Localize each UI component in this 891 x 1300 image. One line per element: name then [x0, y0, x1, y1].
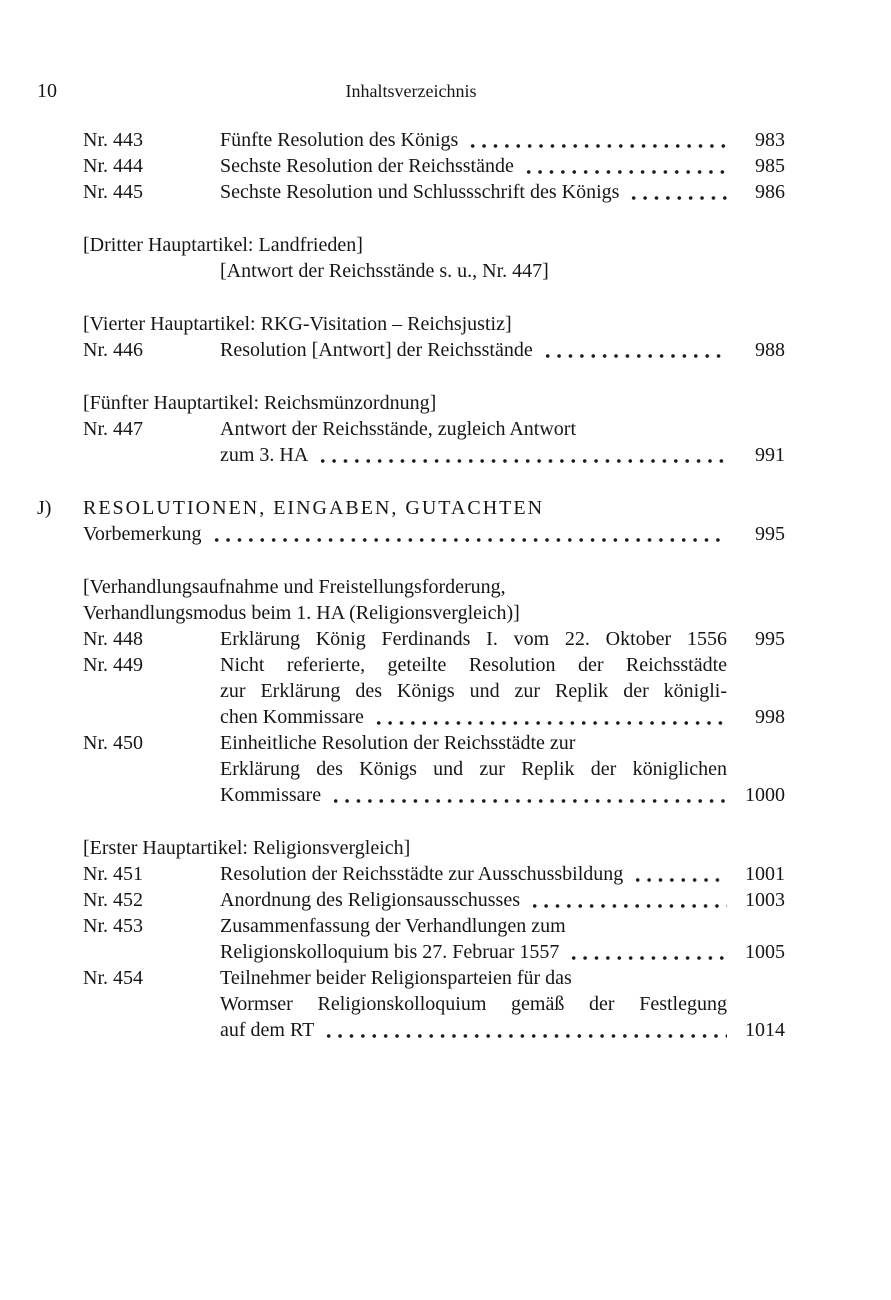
running-head	[37, 78, 785, 104]
entry-number: Nr. 450	[83, 732, 143, 754]
text-block	[37, 78, 785, 1043]
entry-title: Einheitliche Resolution der Reichsstädte zur	[220, 732, 576, 754]
heading-text: Verhandlungsmodus beim 1. HA (Religionsvergleich)]	[83, 602, 520, 624]
entry-number: Nr. 452	[83, 889, 143, 911]
entry-title: Resolution der Reichsstädte zur Ausschussbildung	[220, 863, 624, 885]
toc-entry-row	[37, 652, 785, 678]
indent-spacer	[37, 835, 83, 861]
indent-spacer	[37, 626, 83, 652]
toc-continuation-row	[37, 756, 785, 782]
toc-entry-row	[37, 153, 785, 179]
entry-title: zur Erklärung des Königs und zur Replik der königli-	[220, 680, 727, 702]
section-gap	[37, 547, 785, 574]
page-number-ref: 995	[755, 523, 785, 545]
toc-group-heading	[37, 574, 785, 600]
toc-entry-row	[37, 626, 785, 652]
section-gap	[37, 808, 785, 835]
indent-spacer	[37, 390, 83, 416]
entry-title: Zusammenfassung der Verhandlungen zum	[220, 915, 566, 937]
section-gap	[37, 284, 785, 311]
toc-continuation-row	[37, 991, 785, 1017]
indent-spacer	[37, 600, 83, 626]
entry-title: Anordnung des Religionsausschusses	[220, 889, 520, 911]
entry-title: Sechste Resolution der Reichsstände	[220, 155, 514, 177]
dot-leader	[315, 442, 727, 468]
entry-number: Nr. 449	[83, 654, 143, 676]
toc-entry-row	[37, 913, 785, 939]
indent-spacer	[37, 887, 83, 913]
entry-number: Nr. 444	[83, 155, 143, 177]
page-number-ref: 991	[755, 444, 785, 466]
indent-spacer	[83, 704, 220, 730]
toc-entry-row	[37, 965, 785, 991]
indent-spacer	[37, 678, 83, 704]
entry-title: zum 3. HA	[220, 444, 309, 466]
dot-leader	[328, 782, 727, 808]
dot-leader	[540, 337, 727, 363]
indent-spacer	[37, 991, 83, 1017]
dot-leader	[209, 521, 728, 547]
indent-spacer	[37, 939, 83, 965]
entry-number: Nr. 453	[83, 915, 143, 937]
entry-title: chen Kommissare	[220, 706, 364, 728]
leader-spacer	[566, 913, 727, 939]
page-number: 10	[37, 80, 57, 102]
heading-text: [Dritter Hauptartikel: Landfrieden]	[83, 234, 363, 256]
heading-text: [Vierter Hauptartikel: RKG-Visitation – Reichsjustiz]	[83, 313, 512, 335]
dot-leader	[566, 939, 727, 965]
leader-spacer	[572, 965, 727, 991]
indent-spacer	[37, 442, 83, 468]
entry-number: Nr. 451	[83, 863, 143, 885]
entry-number: Nr. 447	[83, 418, 143, 440]
indent-spacer	[37, 913, 83, 939]
toc-entry-row	[37, 730, 785, 756]
toc-entry-row	[37, 416, 785, 442]
toc-entry-row	[37, 337, 785, 363]
indent-spacer	[37, 258, 83, 284]
toc-group-heading	[37, 390, 785, 416]
section-letter: J)	[37, 497, 52, 519]
entry-title: Erklärung des Königs und zur Replik der königlichen	[220, 758, 727, 780]
page-number-ref	[727, 730, 785, 756]
indent-spacer	[37, 232, 83, 258]
entry-title: Resolution [Antwort] der Reichsstände	[220, 339, 533, 361]
page-number-ref	[727, 652, 785, 678]
page-number-ref: 1003	[745, 889, 785, 911]
dot-leader	[321, 1017, 727, 1043]
entry-number: Nr. 445	[83, 181, 143, 203]
toc-entry-row	[37, 887, 785, 913]
page-number-ref: 986	[755, 181, 785, 203]
page-number-ref: 1005	[745, 941, 785, 963]
indent-spacer	[37, 652, 83, 678]
toc-entry-row	[37, 861, 785, 887]
dot-leader	[371, 704, 727, 730]
heading-text: [Antwort der Reichsstände s. u., Nr. 447]	[220, 260, 549, 282]
entry-number: Nr. 443	[83, 129, 143, 151]
indent-spacer	[37, 521, 83, 547]
page-number-ref	[727, 416, 785, 442]
entry-title: Antwort der Reichsstände, zugleich Antwort	[220, 418, 577, 440]
entry-title: auf dem RT	[220, 1019, 315, 1041]
indent-spacer	[83, 939, 220, 965]
dot-leader	[630, 861, 727, 887]
page-number-ref: 1001	[745, 863, 785, 885]
toc-entry-row	[37, 127, 785, 153]
page-number-ref: 988	[755, 339, 785, 361]
toc-group-heading	[37, 600, 785, 626]
entry-number: Nr. 448	[83, 628, 143, 650]
leader-spacer	[575, 730, 727, 756]
page-number-ref: 985	[755, 155, 785, 177]
toc-group-heading	[37, 311, 785, 337]
page-number-ref	[727, 991, 785, 1017]
toc-section-row	[37, 495, 785, 521]
indent-spacer	[37, 730, 83, 756]
toc-continuation-row	[37, 939, 785, 965]
toc-continuation-row	[37, 782, 785, 808]
section-gap	[37, 363, 785, 390]
toc-continuation-row	[37, 442, 785, 468]
indent-spacer	[37, 127, 83, 153]
entry-title: Teilnehmer beider Religionsparteien für das	[220, 967, 572, 989]
entry-title: Erklärung König Ferdinands I. vom 22. Oktober 1556	[220, 628, 727, 650]
indent-spacer	[83, 782, 220, 808]
page-number-ref	[727, 756, 785, 782]
dot-leader	[465, 127, 727, 153]
dot-leader	[626, 179, 727, 205]
indent-spacer	[37, 416, 83, 442]
entry-title: Religionskolloquium bis 27. Februar 1557	[220, 941, 560, 963]
page-number-ref: 1014	[745, 1019, 785, 1041]
entry-title: Wormser Religionskolloquium gemäß der Festlegung	[220, 993, 727, 1015]
indent-spacer	[37, 861, 83, 887]
entry-title: RESOLUTIONEN, EINGABEN, GUTACHTEN	[83, 497, 545, 519]
entry-title: Sechste Resolution und Schlussschrift des Königs	[220, 181, 620, 203]
toc-subentry-row	[37, 521, 785, 547]
toc-group-heading	[37, 835, 785, 861]
heading-text: [Verhandlungsaufnahme und Freistellungsforderung,	[83, 576, 506, 598]
indent-spacer	[37, 782, 83, 808]
entry-title: Nicht referierte, geteilte Resolution der Reichsstädte	[220, 654, 727, 676]
toc-continuation-row	[37, 678, 785, 704]
dot-leader	[527, 887, 727, 913]
page-number-ref	[727, 913, 785, 939]
indent-spacer	[37, 1017, 83, 1043]
indent-spacer	[83, 678, 220, 704]
page-number-ref: 995	[755, 628, 785, 650]
heading-text: [Fünfter Hauptartikel: Reichsmünzordnung]	[83, 392, 437, 414]
entry-title: Kommissare	[220, 784, 322, 806]
indent-spacer	[83, 258, 220, 284]
indent-spacer	[37, 756, 83, 782]
indent-spacer	[37, 153, 83, 179]
indent-spacer	[83, 442, 220, 468]
running-header-title: Inhaltsverzeichnis	[345, 81, 477, 101]
page-number-ref	[727, 678, 785, 704]
indent-spacer	[83, 991, 220, 1017]
page-number-ref: 983	[755, 129, 785, 151]
indent-spacer	[37, 179, 83, 205]
entry-title: Fünfte Resolution des Königs	[220, 129, 459, 151]
toc-group-heading	[37, 232, 785, 258]
indent-spacer	[37, 337, 83, 363]
page-number-ref: 1000	[745, 784, 785, 806]
toc-continuation-row	[37, 1017, 785, 1043]
dot-leader	[521, 153, 727, 179]
indent-spacer	[37, 311, 83, 337]
indent-spacer	[37, 704, 83, 730]
page-number-ref	[727, 965, 785, 991]
toc-list	[37, 127, 785, 1043]
indent-spacer	[83, 1017, 220, 1043]
toc-entry-row	[37, 179, 785, 205]
entry-number: Nr. 446	[83, 339, 143, 361]
indent-spacer	[37, 574, 83, 600]
entry-title: Vorbemerkung	[83, 523, 202, 545]
heading-text: [Erster Hauptartikel: Religionsvergleich]	[83, 837, 411, 859]
section-gap	[37, 205, 785, 232]
page-number-ref: 998	[755, 706, 785, 728]
leader-spacer	[576, 416, 727, 442]
indent-spacer	[37, 965, 83, 991]
toc-continuation-row	[37, 704, 785, 730]
toc-note-row	[37, 258, 785, 284]
entry-number: Nr. 454	[83, 967, 143, 989]
section-gap	[37, 468, 785, 495]
indent-spacer	[83, 756, 220, 782]
